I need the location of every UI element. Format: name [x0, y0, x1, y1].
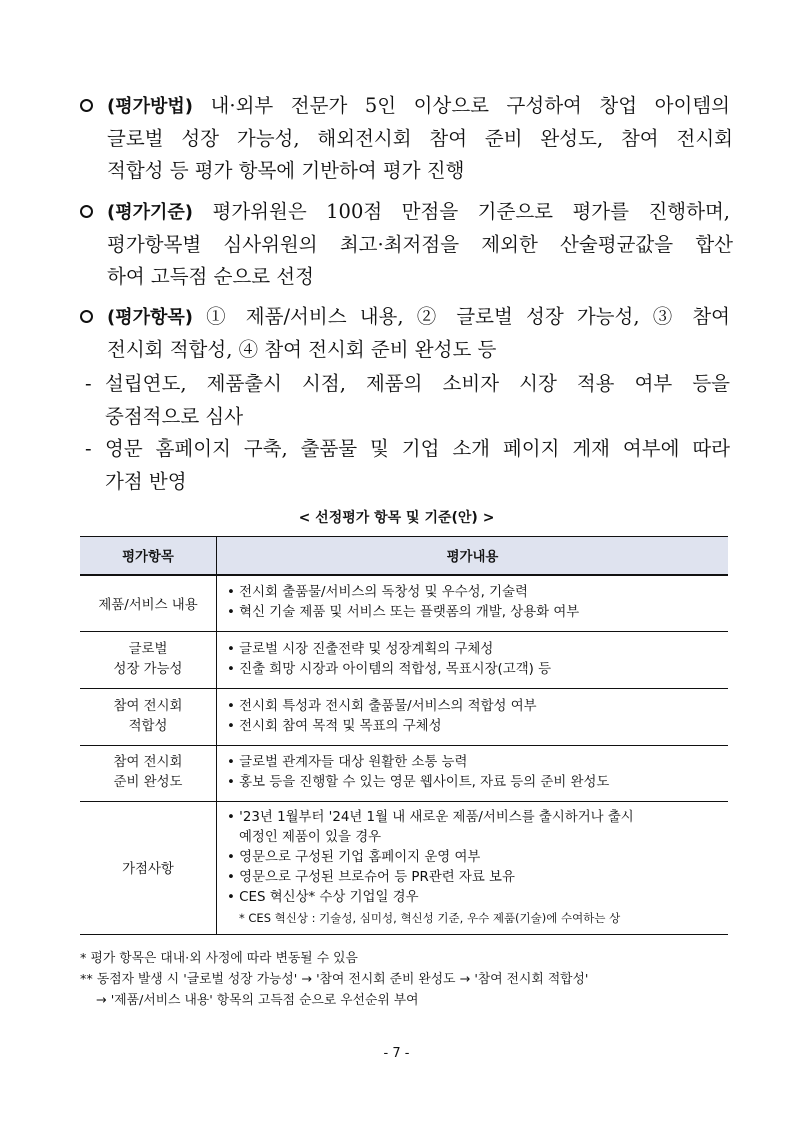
row-item-line: 준비 완성도 — [113, 775, 183, 790]
row-item — [80, 801, 217, 934]
row-item-line: 제품/서비스 내용 — [98, 597, 198, 613]
row-content — [217, 631, 729, 688]
table-caption: < 선정평가 항목 및 기준(안) > — [298, 510, 495, 526]
bullet-line: 적합성 등 평가 항목에 기반하여 평가 진행 — [107, 159, 465, 182]
circle-bullet-icon — [80, 205, 93, 218]
row-item-line: 성장 가능성 — [113, 661, 183, 677]
bullet-line: 내·외부 전문가 5인 이상으로 구성하여 창업 아이템의 — [193, 94, 730, 117]
circle-bullet-icon — [80, 99, 93, 112]
row-item-line: 글로벌 — [128, 641, 168, 657]
footnote-1: * 평가 항목은 대내·외 사정에 따라 변동될 수 있음 — [80, 951, 358, 966]
row-item-line: 참여 전시회 — [113, 755, 183, 770]
dash-line: 영문 홈페이지 구축, 출품물 및 기업 소개 페이지 게재 여부에 따라 — [105, 437, 730, 460]
footnote-2: ** 동점자 발생 시 '글로벌 성장 가능성' → '참여 전시회 준비 완성도 → '참여 전시회 적합성' — [80, 972, 589, 987]
header-item: 평가항목 — [80, 537, 217, 576]
footnote-2-cont: → '제품/서비스 내용' 항목의 고득점 순으로 우선순위 부여 — [96, 993, 419, 1008]
dash-line: 중점적으로 심사 — [105, 405, 244, 428]
content-line: • 글로벌 관계자들 대상 원활한 소통 능력 — [227, 755, 468, 770]
row-item-line: 참여 전시회 — [113, 698, 183, 714]
content-line: • 진출 희망 시장과 아이템의 적합성, 목표시장(고객) 등 — [227, 661, 552, 677]
circle-bullet-icon — [80, 310, 93, 323]
row-item — [80, 575, 217, 631]
dash-line: 설립연도, 제품출시 시점, 제품의 소비자 시장 적용 여부 등을 — [105, 372, 730, 395]
row-item — [80, 745, 217, 801]
table-row — [80, 688, 728, 745]
content-line: • 영문으로 구성된 브로슈어 등 PR관련 자료 보유 — [227, 869, 515, 885]
dash-item-screening — [85, 367, 730, 433]
bullet-line: ① 제품/서비스 내용, ② 글로벌 성장 가능성, ③ 참여 — [193, 305, 730, 328]
content-line: • 전시회 특성과 전시회 출품물/서비스의 적합성 여부 — [227, 698, 537, 714]
row-item-line: 적합성 — [128, 718, 168, 734]
content-line: • 전시회 출품물/서비스의 독창성 및 우수성, 기술력 — [227, 585, 528, 601]
bullet-evaluation-method — [80, 90, 733, 187]
content-note: * CES 혁신상 : 기술성, 심미성, 혁신성 기준, 우수 제품(기술)에 수여하는 상 — [239, 910, 621, 925]
page-number: - 7 - — [383, 1046, 410, 1061]
table-row — [80, 745, 728, 801]
table-row — [80, 801, 728, 934]
content-line: • 혁신 기술 제품 및 서비스 또는 플랫폼의 개발, 상용화 여부 — [227, 605, 580, 621]
table-row — [80, 575, 728, 631]
bullet-line: 글로벌 성장 가능성, 해외전시회 참여 준비 완성도, 참여 전시회 — [107, 127, 733, 150]
header-content: 평가내용 — [217, 537, 729, 576]
content-line: • 글로벌 시장 진출전략 및 성장계획의 구체성 — [227, 641, 494, 657]
bullet-line: 하여 고득점 순으로 선정 — [107, 265, 314, 288]
row-content — [217, 688, 729, 745]
content-line: • '23년 1월부터 '24년 1월 내 새로운 제품/서비스를 출시하거나 출시 — [227, 809, 634, 825]
dash-line: 가점 반영 — [105, 470, 187, 493]
bullet-line: 평가위원은 100점 만점을 기준으로 평가를 진행하며, — [193, 200, 730, 223]
content-line: • 전시회 참여 목적 및 목표의 구체성 — [227, 718, 442, 734]
bullet-line: 전시회 적합성, ④ 참여 전시회 준비 완성도 등 — [107, 338, 497, 361]
dash-mark: - — [85, 372, 92, 395]
dash-item-bonus — [85, 432, 730, 498]
row-item — [80, 688, 217, 745]
content-line: • 홍보 등을 진행할 수 있는 영문 웹사이트, 자료 등의 준비 완성도 — [227, 775, 610, 790]
content-line: • CES 혁신상* 수상 기업일 경우 — [227, 889, 419, 905]
row-content — [217, 575, 729, 631]
content-line: 예정인 제품이 있을 경우 — [239, 829, 382, 845]
row-content — [217, 801, 729, 934]
bullet-tag: (평가항목) — [107, 307, 194, 328]
content-line: • 영문으로 구성된 기업 홈페이지 운영 여부 — [227, 849, 481, 865]
row-item — [80, 631, 217, 688]
bullet-tag: (평가방법) — [107, 96, 194, 117]
bullet-evaluation-items — [80, 301, 730, 366]
table-row — [80, 631, 728, 688]
bullet-tag: (평가기준) — [107, 202, 194, 223]
table-header-row — [80, 537, 728, 576]
row-content — [217, 745, 729, 801]
dash-mark: - — [85, 437, 92, 460]
row-item-line: 가점사항 — [122, 862, 174, 877]
evaluation-table — [80, 536, 728, 935]
bullet-evaluation-criteria — [80, 196, 733, 293]
bullet-line: 평가항목별 심사위원의 최고·최저점을 제외한 산술평균값을 합산 — [107, 233, 733, 256]
